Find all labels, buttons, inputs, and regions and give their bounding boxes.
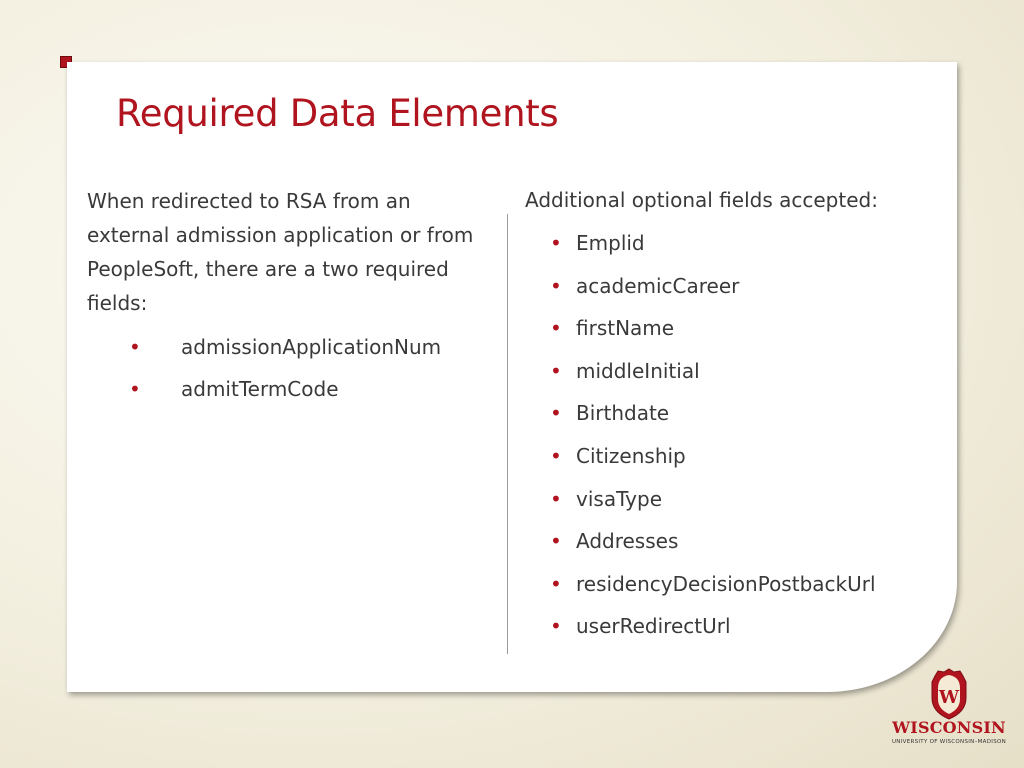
bullet-icon: • — [550, 316, 562, 341]
bullet-icon: • — [550, 401, 562, 426]
bullet-icon: • — [550, 358, 562, 383]
required-fields-list — [87, 326, 497, 410]
list-item-label: admitTermCode — [181, 377, 339, 401]
right-column — [525, 184, 945, 648]
crest-letter: W — [938, 687, 960, 708]
list-item-label: admissionApplicationNum — [181, 335, 442, 359]
list-item-label: Emplid — [576, 231, 645, 255]
bullet-icon: • — [550, 273, 562, 298]
list-item-label: Birthdate — [576, 401, 670, 426]
crest-icon — [930, 668, 968, 720]
right-intro-text: Additional optional fields accepted: — [525, 188, 878, 212]
list-item-label: userRedirectUrl — [576, 614, 731, 639]
bullet-icon: • — [550, 614, 562, 639]
list-item — [525, 350, 945, 393]
logo-wordmark: WISCONSIN — [892, 718, 1006, 737]
bullet-icon: • — [550, 571, 562, 596]
list-item-label: academicCareer — [576, 273, 740, 298]
list-item — [525, 563, 945, 606]
list-item — [525, 265, 945, 308]
slide-title: Required Data Elements — [116, 92, 559, 135]
left-intro-text: When redirected to RSA from an external admission application or from PeopleSoft, there are a two required fields: — [87, 189, 474, 315]
bullet-icon: • — [550, 443, 562, 468]
list-item — [87, 368, 497, 410]
bullet-icon: • — [550, 486, 562, 511]
column-divider — [507, 214, 508, 654]
list-item — [525, 392, 945, 435]
bullet-icon: • — [129, 377, 141, 401]
optional-fields-list — [525, 222, 945, 648]
list-item-label: visaType — [576, 486, 663, 511]
list-item — [525, 307, 945, 350]
list-item-label: firstName — [576, 316, 675, 341]
list-item-label: Citizenship — [576, 443, 686, 468]
logo-subtitle: UNIVERSITY OF WISCONSIN–MADISON — [891, 739, 1007, 745]
bullet-icon: • — [550, 231, 562, 255]
bullet-icon: • — [550, 529, 562, 554]
list-item — [525, 605, 945, 648]
list-item — [525, 520, 945, 563]
list-item — [87, 326, 497, 368]
list-item-label: middleInitial — [576, 358, 700, 383]
list-item — [525, 478, 945, 521]
university-logo — [886, 668, 1012, 754]
left-column — [87, 184, 497, 410]
list-item — [525, 222, 945, 265]
list-item — [525, 435, 945, 478]
list-item-label: Addresses — [576, 529, 679, 554]
bullet-icon: • — [129, 335, 141, 359]
list-item-label: residencyDecisionPostbackUrl — [576, 571, 876, 596]
